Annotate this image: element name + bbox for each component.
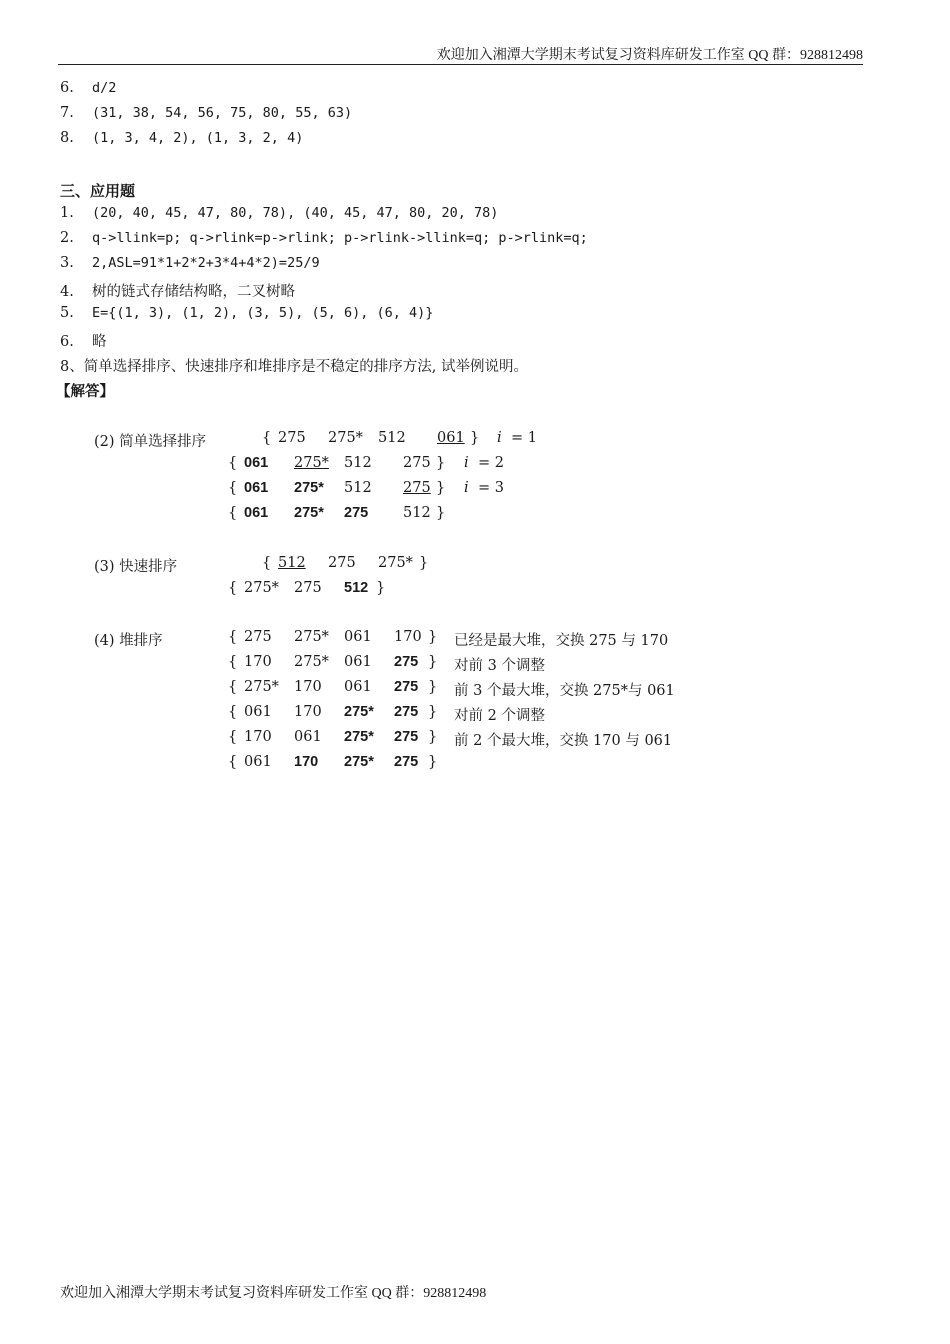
selected-value: 275 <box>403 480 431 496</box>
close-brace: } <box>376 580 386 596</box>
sequence-value: 061 <box>344 679 372 695</box>
sorted-value: 170 <box>294 754 319 770</box>
question-8: 8、简单选择排序、快速排序和堆排序是不稳定的排序方法, 试举例说明。 <box>60 359 528 375</box>
open-brace: { <box>228 754 238 770</box>
sequence-value: 170 <box>294 679 322 695</box>
close-brace: } <box>428 679 438 695</box>
sequence-value: 512 <box>344 455 372 471</box>
pass-index-symbol: i <box>497 430 502 446</box>
sorted-value: 275 <box>394 654 419 670</box>
page-footer: 欢迎加入湘潭大学期末考试复习资料库研发工作室 QQ 群：928812498 <box>60 1286 487 1301</box>
pass-index-value: = 1 <box>511 430 537 446</box>
sequence-value <box>294 455 329 471</box>
close-brace: } <box>436 480 446 496</box>
section-title: 三、应用题 <box>60 182 136 200</box>
step-note: 对前 3 个调整 <box>454 658 545 674</box>
close-brace: } <box>428 754 438 770</box>
answer-line <box>60 80 116 96</box>
sequence-value: 275* <box>294 654 329 670</box>
selected-value: 061 <box>437 430 465 446</box>
sorted-value: 275* <box>294 480 324 496</box>
answer-number: 6. <box>60 80 74 96</box>
answer-line <box>60 305 433 321</box>
answer-line <box>60 330 107 351</box>
sorted-value: 275* <box>344 729 374 745</box>
sequence-value: 275 <box>403 455 431 471</box>
sequence-value: 512 <box>378 430 406 446</box>
pivot-value: 512 <box>278 555 306 571</box>
open-brace: { <box>228 679 238 695</box>
sequence-value: 275* <box>244 580 279 596</box>
sorted-value: 275 <box>394 754 419 770</box>
answer-text: (31, 38, 54, 56, 75, 80, 55, 63) <box>92 105 353 121</box>
close-brace: } <box>428 629 438 645</box>
answer-number: 3. <box>60 255 74 271</box>
answer-line <box>60 280 295 301</box>
answer-line <box>60 130 303 146</box>
open-brace: { <box>228 455 238 471</box>
sorted-value: 061 <box>244 505 269 521</box>
close-brace: } <box>428 654 438 670</box>
answer-text: 2,ASL=91*1+2*2+3*4+4*2)=25/9 <box>92 255 320 271</box>
close-brace: } <box>470 430 480 446</box>
answer-text: d/2 <box>92 80 117 96</box>
answer-line <box>60 230 588 246</box>
open-brace: { <box>228 654 238 670</box>
open-brace: { <box>228 629 238 645</box>
sorted-value: 275* <box>344 754 374 770</box>
sequence-value: 170 <box>244 654 272 670</box>
sequence-value: 170 <box>294 704 322 720</box>
open-brace: { <box>228 704 238 720</box>
quick-sort-label: (3) 快速排序 <box>94 559 178 575</box>
sequence-value: 061 <box>244 704 272 720</box>
sorted-value: 061 <box>244 480 269 496</box>
answer-text: 树的链式存储结构略，二叉树略 <box>92 284 295 300</box>
step-note: 前 3 个最大堆，交换 275*与 061 <box>454 683 675 699</box>
sequence-value: 170 <box>394 629 422 645</box>
sequence-value: 275 <box>278 430 306 446</box>
answer-number: 7. <box>60 105 74 121</box>
open-brace: { <box>228 580 238 596</box>
selected-value: 275* <box>294 455 329 471</box>
heap-sort-label: (4) 堆排序 <box>94 633 163 649</box>
sequence-value: 061 <box>294 729 322 745</box>
open-brace: { <box>262 430 272 446</box>
sorted-value: 061 <box>244 455 269 471</box>
sequence-value: 512 <box>403 505 431 521</box>
sorted-value: 275* <box>344 704 374 720</box>
close-brace: } <box>436 455 446 471</box>
answer-number: 2. <box>60 230 74 246</box>
close-brace: } <box>428 729 438 745</box>
close-brace: } <box>436 505 446 521</box>
sequence-value: 275* <box>378 555 413 571</box>
answer-text: (20, 40, 45, 47, 80, 78), (40, 45, 47, 80, 20, 78) <box>92 205 499 221</box>
answer-line <box>60 255 320 271</box>
step-note: 前 2 个最大堆，交换 170 与 061 <box>454 733 673 749</box>
answer-line <box>60 205 498 221</box>
sequence-value: 061 <box>344 654 372 670</box>
sequence-value: 512 <box>344 480 372 496</box>
answer-label: 【解答】 <box>56 383 114 400</box>
sorted-value: 512 <box>344 580 369 596</box>
sorted-value: 275 <box>394 729 419 745</box>
answer-line <box>60 105 352 121</box>
header-rule <box>58 64 863 65</box>
open-brace: { <box>228 505 238 521</box>
sequence-value: 275* <box>328 430 363 446</box>
selection-sort-label: (2) 简单选择排序 <box>94 434 207 450</box>
pass-index-value: = 3 <box>478 480 504 496</box>
step-note: 已经是最大堆，交换 275 与 170 <box>454 633 669 649</box>
open-brace: { <box>262 555 272 571</box>
answer-number: 1. <box>60 205 74 221</box>
answer-number: 4. <box>60 284 74 300</box>
answer-number: 8. <box>60 130 74 146</box>
sorted-value: 275 <box>394 679 419 695</box>
close-brace: } <box>428 704 438 720</box>
pass-index-symbol: i <box>464 480 469 496</box>
sorted-value: 275 <box>344 505 369 521</box>
step-note: 对前 2 个调整 <box>454 708 545 724</box>
sorted-value: 275* <box>294 505 324 521</box>
page-header: 欢迎加入湘潭大学期末考试复习资料库研发工作室 QQ 群：928812498 <box>436 48 863 63</box>
answer-text: (1, 3, 4, 2), (1, 3, 2, 4) <box>92 130 304 146</box>
sequence-value: 170 <box>244 729 272 745</box>
sequence-value: 275 <box>244 629 272 645</box>
sequence-value: 061 <box>244 754 272 770</box>
answer-text: 略 <box>92 334 107 350</box>
open-brace: { <box>228 480 238 496</box>
sorted-value: 275 <box>394 704 419 720</box>
open-brace: { <box>228 729 238 745</box>
answer-text: q->llink=p; q->rlink=p->rlink; p->rlink->llink=q; p->rlink=q; <box>92 230 588 246</box>
answer-number: 6. <box>60 334 74 350</box>
sequence-value: 275 <box>294 580 322 596</box>
answer-text: E={(1, 3), (1, 2), (3, 5), (5, 6), (6, 4)} <box>92 305 434 321</box>
close-brace: } <box>419 555 429 571</box>
pass-index-value: = 2 <box>478 455 504 471</box>
sequence-value: 061 <box>344 629 372 645</box>
sequence-value: 275* <box>294 629 329 645</box>
answer-number: 5. <box>60 305 74 321</box>
sequence-value: 275 <box>328 555 356 571</box>
sequence-value: 275* <box>244 679 279 695</box>
pass-index-symbol: i <box>464 455 469 471</box>
